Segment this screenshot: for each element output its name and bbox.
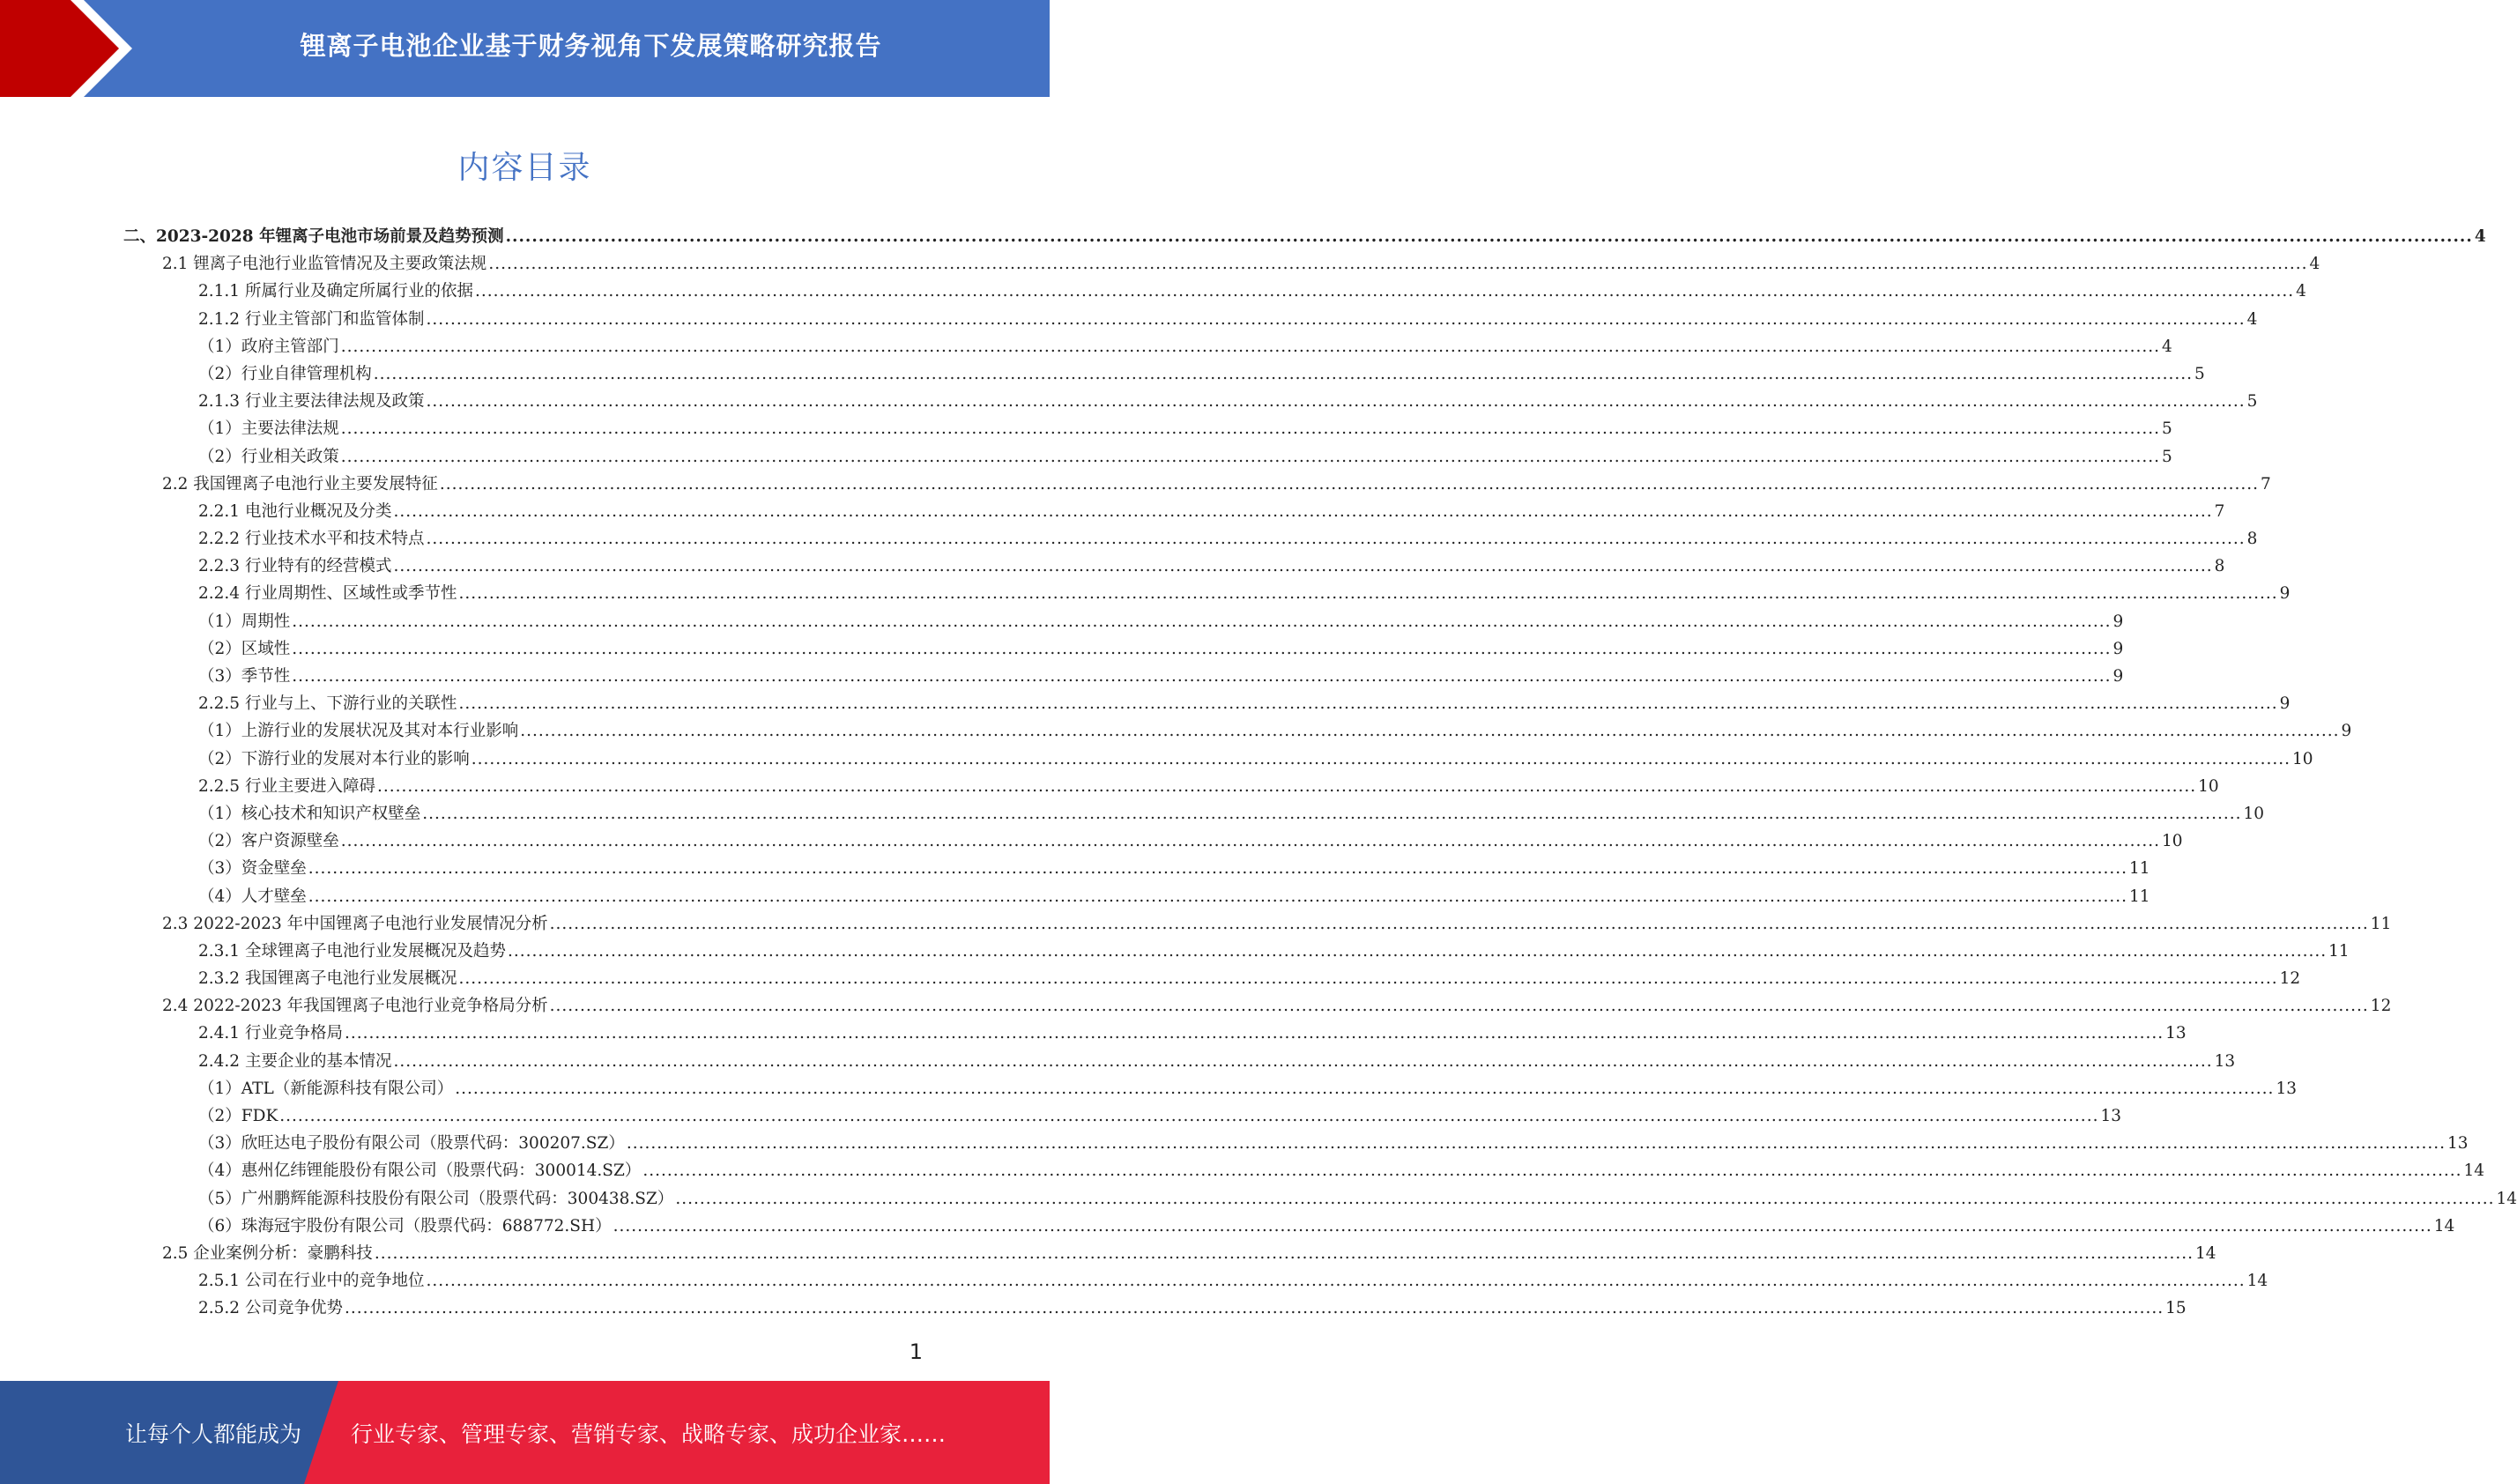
toc-entry-page: 11 — [2328, 941, 2350, 961]
toc-entry-text: （4）人才壁垒 — [198, 887, 307, 906]
toc-entry-page: 5 — [2161, 419, 2172, 439]
toc-leader-dots: ............................................................................................................................................................................................................................................................................................................ — [458, 584, 2278, 604]
toc-leader-dots: ............................................................................................................................................................................................................................................................................................................ — [455, 1079, 2275, 1098]
toc-entry[interactable] — [0, 250, 2320, 278]
toc-entry-text: （1）核心技术和知识产权壁垒 — [198, 804, 421, 823]
toc-entry-text: 2.3.1 全球锂离子电池行业发展概况及趋势 — [198, 941, 506, 961]
toc-leader-dots: ............................................................................................................................................................................................................................................................................................................ — [426, 309, 2246, 329]
toc-entry[interactable] — [0, 415, 2172, 442]
toc-entry-page: 14 — [2433, 1216, 2455, 1235]
toc-entry[interactable] — [0, 580, 2291, 607]
toc-leader-dots: ............................................................................................................................................................................................................................................................................................................ — [340, 447, 2160, 466]
toc-leader-dots: ............................................................................................................................................................................................................................................................................................................ — [344, 1024, 2164, 1043]
toc-leader-dots: ............................................................................................................................................................................................................................................................................................................ — [426, 392, 2246, 412]
toc-entry-text: （2）行业自律管理机构 — [198, 364, 372, 383]
toc-entry-page: 13 — [2165, 1024, 2187, 1043]
toc-entry[interactable] — [0, 1157, 2485, 1184]
toc-entry-page: 4 — [2246, 309, 2258, 329]
toc-entry[interactable] — [0, 773, 2219, 800]
toc-entry[interactable] — [0, 717, 2352, 745]
toc-entry[interactable] — [0, 1185, 2517, 1213]
toc-entry-page: 15 — [2165, 1299, 2187, 1318]
toc-entry-page: 13 — [2276, 1079, 2297, 1098]
toc-entry-page: 9 — [2112, 612, 2124, 631]
toc-entry-text: 2.5.2 公司竞争优势 — [198, 1299, 343, 1318]
toc-leader-dots: ............................................................................................................................................................................................................................................................................................................ — [626, 1134, 2446, 1154]
toc-leader-dots: ............................................................................................................................................................................................................................................................................................................ — [426, 530, 2246, 549]
toc-entry-text: 2.2.5 行业与上、下游行业的关联性 — [198, 694, 457, 714]
toc-entry-text: （3）季节性 — [198, 667, 291, 686]
toc-entry-page: 14 — [2246, 1272, 2268, 1291]
toc-entry-text: 2.2.1 电池行业概况及分类 — [198, 501, 392, 521]
toc-entry-page: 4 — [2161, 337, 2172, 356]
toc-entry-page: 4 — [2296, 282, 2306, 301]
toc-entry-text: 2.1.3 行业主要法律法规及政策 — [198, 392, 425, 412]
toc-entry-text: （1）周期性 — [198, 612, 291, 631]
toc-entry-text: 2.4.1 行业竞争格局 — [198, 1024, 343, 1043]
toc-entry-page: 9 — [2341, 722, 2352, 741]
toc-leader-dots: ............................................................................................................................................................................................................................................................................................................ — [613, 1216, 2432, 1235]
toc-entry-text: 2.4.2 主要企业的基本情况 — [198, 1051, 392, 1071]
toc-entry-page: 14 — [2496, 1189, 2517, 1208]
toc-leader-dots: ............................................................................................................................................................................................................................................................................................................ — [549, 997, 2369, 1016]
toc-entry[interactable] — [0, 360, 2205, 388]
toc-entry-text: （1）主要法律法规 — [198, 419, 339, 439]
toc-entry-page: 13 — [2100, 1107, 2121, 1125]
toc-entry-page: 11 — [2128, 887, 2150, 906]
toc-leader-dots: ............................................................................................................................................................................................................................................................................................................ — [422, 804, 2242, 823]
toc-entry-page: 12 — [2370, 997, 2392, 1016]
toc-leader-dots: ............................................................................................................................................................................................................................................................................................................ — [373, 364, 2193, 383]
toc-entry[interactable] — [0, 223, 2486, 250]
toc-entry-page: 10 — [2198, 776, 2219, 796]
toc-entry-page: 5 — [2246, 392, 2258, 412]
toc-entry[interactable] — [0, 525, 2258, 553]
toc-entry[interactable] — [0, 883, 2150, 910]
toc-entry[interactable] — [0, 1213, 2455, 1240]
toc-leader-dots: ............................................................................................................................................................................................................................................................................................................ — [279, 1107, 2099, 1125]
toc-entry[interactable] — [0, 443, 2172, 471]
toc-entry[interactable] — [0, 1048, 2236, 1075]
toc-entry[interactable] — [0, 992, 2392, 1020]
toc-leader-dots: ............................................................................................................................................................................................................................................................................................................ — [393, 557, 2213, 576]
toc-entry-text: 2.5 企业案例分析：豪鹏科技 — [162, 1243, 373, 1263]
page-header — [0, 0, 1050, 97]
toc-entry-text: 2.1.2 行业主管部门和监管体制 — [198, 309, 425, 329]
toc-entry[interactable] — [0, 827, 2183, 855]
footer-slogan-left: 让每个人都能成为 — [125, 1421, 302, 1447]
toc-leader-dots: ............................................................................................................................................................................................................................................................................................................ — [292, 639, 2112, 658]
toc-entry-page: 7 — [2261, 474, 2271, 493]
page-footer — [0, 1381, 1050, 1484]
toc-leader-dots: ............................................................................................................................................................................................................................................................................................................ — [340, 832, 2160, 851]
toc-leader-dots: ............................................................................................................................................................................................................................................................................................................ — [507, 941, 2328, 961]
toc-entry-page: 8 — [2214, 557, 2225, 576]
toc-entry-page: 9 — [2112, 639, 2124, 658]
toc-entry-text: （6）珠海冠宇股份有限公司（股票代码：688772.SH） — [198, 1216, 612, 1235]
toc-entry[interactable] — [0, 471, 2271, 498]
toc-leader-dots: ............................................................................................................................................................................................................................................................................................................ — [393, 1051, 2213, 1071]
toc-entry-text: （3）欣旺达电子股份有限公司（股票代码：300207.SZ） — [198, 1134, 625, 1154]
toc-entry-page: 11 — [2128, 859, 2150, 879]
toc-entry-text: 2.3.2 我国锂离子电池行业发展概况 — [198, 969, 457, 989]
toc-leader-dots: ............................................................................................................................................................................................................................................................................................................ — [642, 1161, 2462, 1181]
toc-leader-dots: ............................................................................................................................................................................................................................................................................................................ — [393, 501, 2213, 521]
toc-entry-text: 2.2.3 行业特有的经营模式 — [198, 557, 392, 576]
toc-leader-dots: ............................................................................................................................................................................................................................................................................................................ — [471, 749, 2291, 768]
toc-leader-dots: ............................................................................................................................................................................................................................................................................................................ — [458, 969, 2278, 989]
report-title: 锂离子电池企业基于财务视角下发展策略研究报告 — [300, 30, 882, 61]
page-number: 1 — [909, 1339, 923, 1364]
toc-entry[interactable] — [0, 910, 2392, 938]
toc-entry-text: 2.2.4 行业周期性、区域性或季节性 — [198, 584, 457, 604]
toc-entry-page: 12 — [2279, 969, 2301, 989]
toc-entry[interactable] — [0, 1130, 2469, 1157]
toc-leader-dots: ............................................................................................................................................................................................................................................................................................................ — [374, 1243, 2194, 1263]
toc-leader-dots: ............................................................................................................................................................................................................................................................................................................ — [308, 859, 2127, 879]
toc-entry-page: 10 — [2291, 749, 2313, 768]
toc-entry-text: （5）广州鹏辉能源科技股份有限公司（股票代码：300438.SZ） — [198, 1189, 674, 1208]
footer-slogan-right: 行业专家、管理专家、营销专家、战略专家、成功企业家…… — [351, 1421, 947, 1447]
toc-leader-dots: ............................................................................................................................................................................................................................................................................................................ — [292, 667, 2112, 686]
toc-entry-text: （2）FDK — [198, 1107, 278, 1125]
toc-leader-dots: ............................................................................................................................................................................................................................................................................................................ — [439, 474, 2259, 493]
toc-leader-dots: ............................................................................................................................................................................................................................................................................................................ — [308, 887, 2127, 906]
toc-entry-page: 14 — [2195, 1243, 2216, 1263]
toc-entry-text: （2）区域性 — [198, 639, 291, 658]
toc-entry-page: 13 — [2447, 1134, 2469, 1154]
toc-entry[interactable] — [0, 1020, 2187, 1047]
toc-entry[interactable] — [0, 1075, 2297, 1102]
toc-leader-dots: ............................................................................................................................................................................................................................................................................................................ — [675, 1189, 2495, 1208]
toc-leader-dots: ............................................................................................................................................................................................................................................................................................................ — [376, 776, 2197, 796]
toc-entry-text: 2.1.1 所属行业及确定所属行业的依据 — [198, 282, 473, 301]
toc-entry[interactable] — [0, 663, 2124, 690]
toc-entry[interactable] — [0, 1102, 2121, 1130]
toc-entry-page: 4 — [2309, 255, 2320, 274]
toc-entry[interactable] — [0, 333, 2172, 360]
toc-entry-page: 9 — [2279, 584, 2291, 604]
toc-leader-dots: ............................................................................................................................................................................................................................................................................................................ — [505, 227, 2473, 246]
toc-entry-page: 5 — [2194, 364, 2205, 383]
toc-entry[interactable] — [0, 388, 2258, 415]
toc-entry-text: 2.2 我国锂离子电池行业主要发展特征 — [162, 474, 438, 493]
toc-heading: 内容目录 — [457, 150, 592, 186]
toc-entry-page: 7 — [2214, 501, 2225, 521]
toc-entry-text: 2.2.2 行业技术水平和技术特点 — [198, 530, 425, 549]
toc-entry-text: 2.1 锂离子电池行业监管情况及主要政策法规 — [162, 255, 487, 274]
toc-entry-text: （1）ATL（新能源科技有限公司） — [198, 1079, 454, 1098]
toc-entry-text: 2.5.1 公司在行业中的竞争地位 — [198, 1272, 425, 1291]
toc-entry-text: （2）下游行业的发展对本行业的影响 — [198, 749, 470, 768]
toc-entry[interactable] — [0, 608, 2124, 635]
toc-entry-page: 13 — [2214, 1051, 2236, 1071]
toc-entry-page: 8 — [2246, 530, 2258, 549]
toc-leader-dots: ............................................................................................................................................................................................................................................................................................................ — [458, 694, 2278, 714]
toc-entry-page: 11 — [2370, 914, 2392, 933]
toc-entry-text: （2）客户资源壁垒 — [198, 832, 339, 851]
toc-entry-text: （2）行业相关政策 — [198, 447, 339, 466]
toc-leader-dots: ............................................................................................................................................................................................................................................................................................................ — [292, 612, 2112, 631]
toc-leader-dots: ............................................................................................................................................................................................................................................................................................................ — [344, 1299, 2164, 1318]
toc-entry[interactable] — [0, 1267, 2268, 1295]
toc-entry-text: （3）资金壁垒 — [198, 859, 307, 879]
toc-entry-page: 10 — [2243, 804, 2265, 823]
toc-entry-text: 2.4 2022-2023 年我国锂离子电池行业竞争格局分析 — [162, 997, 548, 1016]
toc-entry[interactable] — [0, 278, 2306, 305]
toc-entry[interactable] — [0, 306, 2258, 333]
toc-leader-dots: ............................................................................................................................................................................................................................................................................................................ — [520, 722, 2340, 741]
table-of-contents — [0, 223, 2517, 1323]
toc-entry-text: （4）惠州亿纬锂能股份有限公司（股票代码：300014.SZ） — [198, 1161, 642, 1181]
toc-entry-text: 2.3 2022-2023 年中国锂离子电池行业发展情况分析 — [162, 914, 548, 933]
toc-leader-dots: ............................................................................................................................................................................................................................................................................................................ — [488, 255, 2308, 274]
toc-entry[interactable] — [0, 746, 2313, 773]
toc-entry-text: 二、2023-2028 年锂离子电池市场前景及趋势预测 — [123, 227, 504, 246]
toc-entry-page: 5 — [2161, 447, 2172, 466]
toc-entry[interactable] — [0, 635, 2124, 663]
toc-entry-page: 9 — [2112, 667, 2124, 686]
toc-entry[interactable] — [0, 855, 2150, 882]
toc-leader-dots: ............................................................................................................................................................................................................................................................................................................ — [426, 1272, 2246, 1291]
toc-entry-page: 4 — [2474, 227, 2486, 246]
toc-entry-text: （1）政府主管部门 — [198, 337, 339, 356]
toc-entry-page: 14 — [2463, 1161, 2485, 1181]
toc-entry[interactable] — [0, 690, 2291, 717]
toc-entry[interactable] — [0, 1240, 2216, 1267]
toc-entry-page: 9 — [2279, 694, 2291, 714]
toc-entry[interactable] — [0, 498, 2225, 525]
toc-entry-text: 2.2.5 行业主要进入障碍 — [198, 776, 375, 796]
toc-entry[interactable] — [0, 800, 2265, 827]
toc-leader-dots: ............................................................................................................................................................................................................................................................................................................ — [549, 914, 2369, 933]
toc-entry-page: 10 — [2161, 832, 2183, 851]
toc-entry-text: （1）上游行业的发展状况及其对本行业影响 — [198, 722, 519, 741]
toc-entry[interactable] — [0, 1295, 2187, 1322]
toc-entry[interactable] — [0, 965, 2301, 992]
toc-entry[interactable] — [0, 553, 2225, 580]
toc-leader-dots: ............................................................................................................................................................................................................................................................................................................ — [340, 337, 2160, 356]
toc-leader-dots: ............................................................................................................................................................................................................................................................................................................ — [340, 419, 2160, 439]
toc-entry[interactable] — [0, 938, 2350, 965]
toc-leader-dots: ............................................................................................................................................................................................................................................................................................................ — [474, 282, 2295, 301]
